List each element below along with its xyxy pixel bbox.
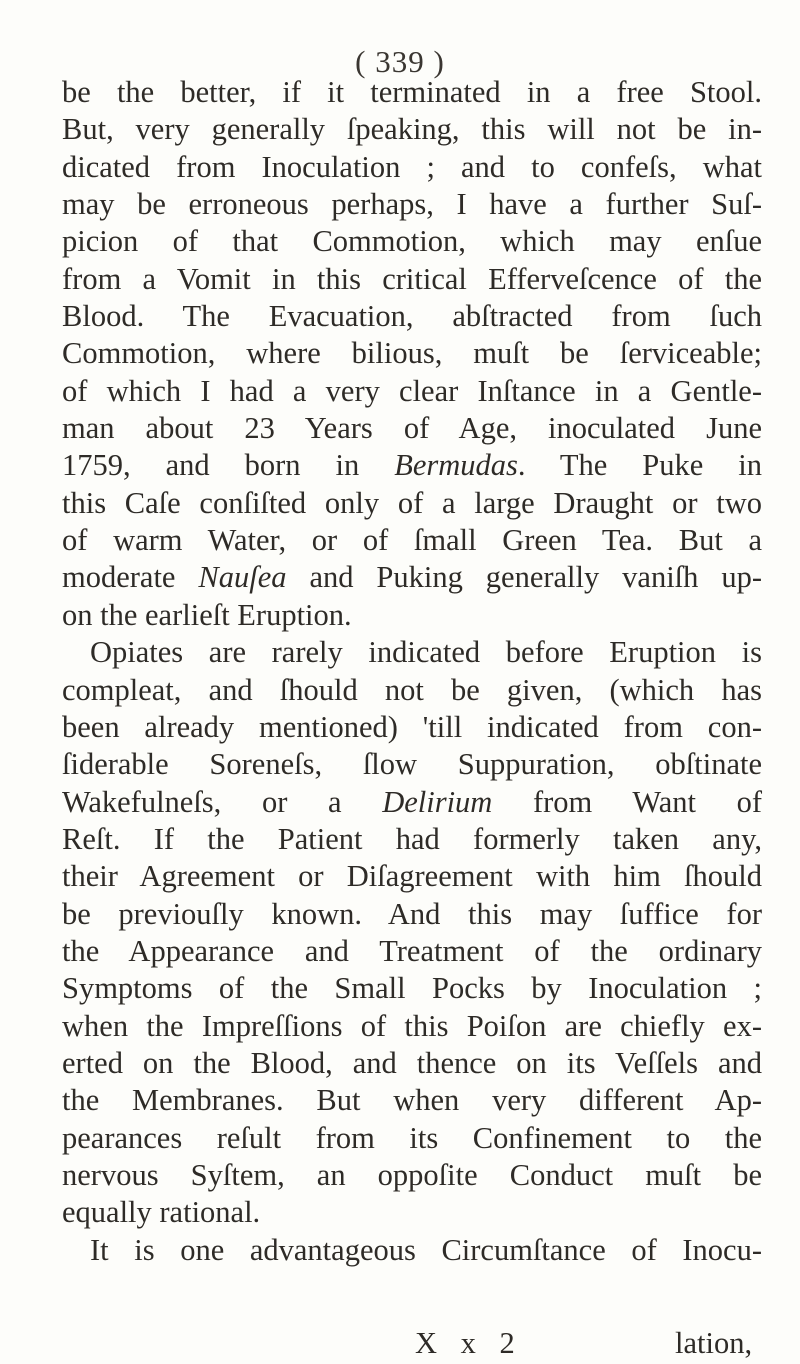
text-line: pearances reſult from its Confinement to the: [62, 1120, 762, 1155]
italic-term: Bermudas: [394, 448, 518, 483]
text-line: moderate Nauſea and Puking generally vaniſh up-: [62, 560, 762, 595]
text-line: Commotion, where bilious, muſt be ſerviceable;: [62, 336, 762, 371]
catchword: lation,: [675, 1326, 753, 1360]
text-line: Reſt. If the Patient had formerly taken any,: [62, 821, 762, 856]
text-line: on the earlieſt Eruption.: [62, 597, 352, 632]
text-line: ſiderable Soreneſs, ſlow Suppuration, obſtinate: [62, 747, 762, 782]
text-line: the Appearance and Treatment of the ordinary: [62, 933, 762, 968]
text-line: equally rational.: [62, 1195, 261, 1230]
text-line: man about 23 Years of Age, inoculated June: [62, 411, 762, 446]
text-line: from a Vomit in this critical Efferveſcence of the: [62, 261, 762, 296]
text-line: when the Impreſſions of this Poiſon are chiefly ex-: [62, 1008, 762, 1043]
text-line: dicated from Inoculation ; and to confeſs, what: [62, 149, 762, 184]
text-line: this Caſe conſiſted only of a large Draught or two: [62, 485, 762, 520]
text-line: be the better, if it terminated in a free Stool.: [62, 75, 762, 109]
text-line: the Membranes. But when very different Ap-: [62, 1083, 762, 1118]
text-line: Opiates are rarely indicated before Eruption is: [90, 635, 762, 670]
text-line: It is one advantageous Circumſtance of Inocu-: [90, 1232, 762, 1267]
page-footer: [0, 1324, 800, 1362]
italic-term: Nauſea: [198, 560, 287, 595]
text-line: compleat, and ſhould not be given, (which has: [62, 672, 762, 707]
text-line: erted on the Blood, and thence on its Veſſels and: [62, 1045, 762, 1080]
text-line: 1759, and born in Bermudas. The Puke in: [62, 448, 763, 483]
page-number: ( 339 ): [355, 44, 445, 79]
text-line: Blood. The Evacuation, abſtracted from ſuch: [62, 299, 762, 334]
text-line: may be erroneous perhaps, I have a further Suſ-: [62, 187, 762, 222]
text-line: of which I had a very clear Inſtance in a Gentle-: [62, 373, 762, 408]
text-line: of warm Water, or of ſmall Green Tea. But a: [62, 523, 762, 558]
text-line: Wakefulneſs, or a Delirium from Want of: [62, 784, 763, 819]
text-line: picion of that Commotion, which may enſue: [62, 224, 762, 259]
body-text: [62, 74, 762, 1269]
text-line: their Agreement or Diſagreement with him ſhould: [62, 859, 762, 894]
text-line: been already mentioned) 'till indicated from con-: [62, 709, 762, 744]
text-line: Symptoms of the Small Pocks by Inoculation ;: [62, 971, 762, 1006]
text-line: be previouſly known. And this may ſuffice for: [62, 896, 762, 931]
italic-term: Delirium: [382, 784, 493, 819]
text-line: nervous Syſtem, an oppoſite Conduct muſt be: [62, 1157, 762, 1192]
signature-mark: X x 2: [415, 1326, 523, 1360]
text-line: But, very generally ſpeaking, this will not be in-: [62, 112, 762, 147]
